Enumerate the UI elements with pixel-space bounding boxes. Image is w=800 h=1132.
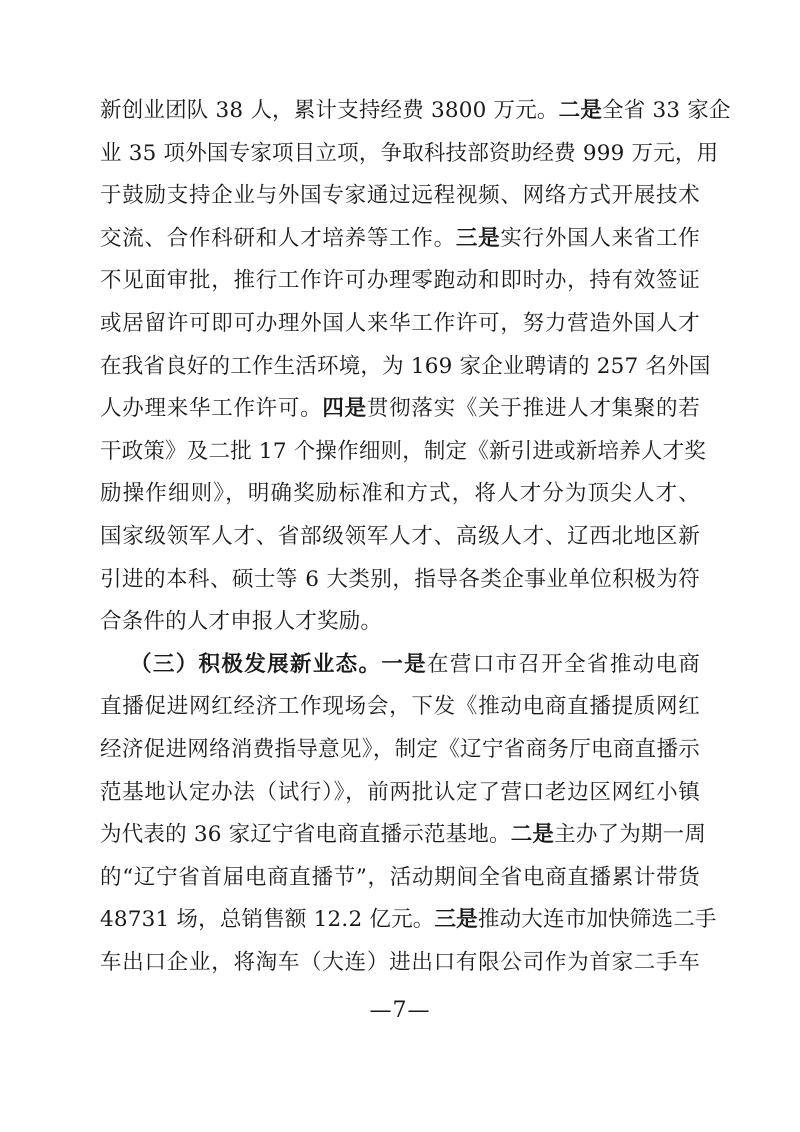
text-line: 的“辽宁省首届电商直播节”，活动期间全省电商直播累计带货: [100, 864, 700, 890]
bold-keyword: 三是: [434, 907, 478, 933]
text-run: 为代表的 36 家辽宁省电商直播示范基地。: [100, 822, 511, 848]
text-line: 直播促进网红经济工作现场会，下发《推动电商直播提质网红: [100, 694, 700, 720]
text-line: [100, 90, 731, 133]
text-line: 不见面审批，推行工作许可办理零跑动和即时办，持有效签证: [100, 268, 700, 294]
text-line: 车出口企业，将淘车（大连）进出口有限公司作为首家二手车: [100, 949, 700, 975]
text-run: 在营口市召开全省推动电商: [427, 651, 701, 677]
page-number: —7—: [369, 998, 431, 1023]
bold-keyword: 四是: [322, 396, 367, 422]
body-text: [100, 90, 731, 984]
section-heading: （三）积极发展新业态。: [130, 651, 382, 677]
text-run: 48731 场，总销售额 12.2 亿元。: [100, 907, 435, 933]
text-run: 人办理来华工作许可。: [100, 396, 323, 422]
text-run: 贯彻落实《关于推进人才集聚的若: [366, 396, 700, 422]
text-run: 新创业团队 38 人，累计支持经费 3800 万元。: [100, 98, 559, 123]
text-line: 励操作细则》，明确奖励标准和方式，将人才分为顶尖人才、: [100, 481, 700, 507]
text-line: 合条件的人才申报人才奖励。: [100, 609, 383, 635]
bold-keyword: 一是: [381, 651, 428, 677]
text-line: 国家级领军人才、省部级领军人才、高级人才、辽西北地区新: [100, 523, 700, 549]
text-line: 业 35 项外国专家项目立项，争取科技部资助经费 999 万元，用: [100, 140, 719, 166]
text-line: [100, 388, 700, 431]
text-line: 在我省良好的工作生活环境，为 169 家企业聘请的 257 名外国: [100, 353, 711, 379]
text-line: 干政策》及二批 17 个操作细则，制定《新引进或新培养人才奖: [100, 438, 707, 464]
text-line: 或居留许可即可办理外国人来华工作许可，努力营造外国人才: [100, 310, 700, 336]
bold-keyword: 二是: [558, 98, 603, 123]
bold-keyword: 三是: [455, 225, 501, 251]
text-line: 范基地认定办法（试行）》，前两批认定了营口老边区网红小镇: [100, 779, 700, 805]
text-run: 全省 33 家企: [602, 98, 731, 123]
text-line: 于鼓励支持企业与外国专家通过远程视频、网络方式开展技术: [100, 183, 700, 209]
text-run: 推动大连市加快筛选二手: [477, 907, 717, 933]
text-line: [100, 814, 707, 857]
text-run: 交流、合作科研和人才培养等工作。: [100, 225, 456, 251]
text-line: 引进的本科、硕士等 6 大类别，指导各类企事业单位积极为符: [100, 566, 700, 592]
text-line: [100, 218, 700, 261]
text-run: 实行外国人来省工作: [500, 225, 700, 251]
text-line: [100, 899, 717, 942]
text-run: 主办了为期一周: [554, 822, 707, 848]
bold-keyword: 二是: [510, 822, 555, 848]
section-heading-line: [100, 644, 700, 687]
text-line: 经济促进网络消费指导意见》，制定《辽宁省商务厅电商直播示: [100, 736, 700, 762]
